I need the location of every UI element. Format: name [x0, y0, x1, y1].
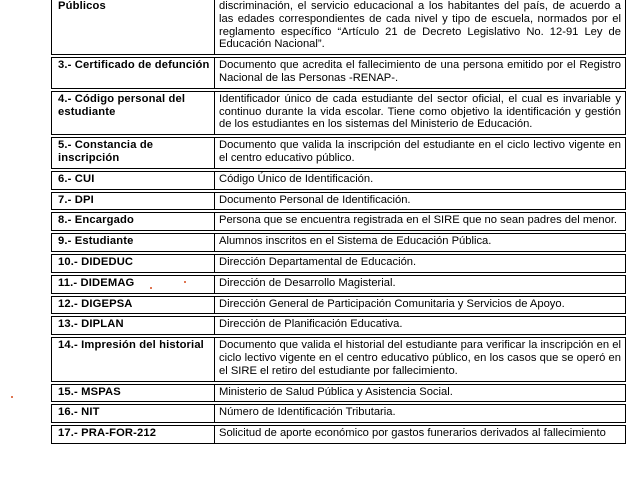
definition-cell: Dirección de Desarrollo Magisterial.: [215, 275, 626, 293]
term-cell: 13.- DIPLAN: [52, 317, 215, 335]
term-cell: 4.- Código personal del estudiante: [52, 91, 215, 134]
stray-dot-mark: [184, 281, 186, 283]
definition-cell: Identificador único de cada estudiante del sector oficial, el cual es invariable y continuo durante la vida escolar. Tiene como objetivo la identificación y gestión de los estudiantes en los sistemas del Ministerio de Educación.: [215, 91, 626, 134]
table-row: [52, 234, 626, 252]
term-cell: 10.- DIDEDUC: [52, 254, 215, 272]
table-row: [52, 296, 626, 314]
table-row: [52, 317, 626, 335]
definition-cell: Documento Personal de Identificación.: [215, 192, 626, 210]
table-row: [52, 405, 626, 423]
term-cell: 16.- NIT: [52, 405, 215, 423]
term-cell: 3.- Certificado de defunción: [52, 58, 215, 89]
table-row: [52, 138, 626, 169]
table-row: [52, 384, 626, 402]
definition-cell: Solicitud de aporte económico por gastos funerarios derivados al fallecimiento: [215, 426, 626, 444]
definition-cell: Dirección General de Participación Comunitaria y Servicios de Apoyo.: [215, 296, 626, 314]
definition-cell: Número de Identificación Tributaria.: [215, 405, 626, 423]
table-row: [52, 58, 626, 89]
term-cell: 6.- CUI: [52, 171, 215, 189]
table-row: [52, 254, 626, 272]
term-cell: 14.- Impresión del historial: [52, 338, 215, 381]
definition-cell: Código Único de Identificación.: [215, 171, 626, 189]
term-cell: 12.- DIGEPSA: [52, 296, 215, 314]
stray-dot-mark: [11, 396, 13, 398]
definition-cell: Persona que se encuentra registrada en el SIRE que no sean padres del menor.: [215, 213, 626, 231]
table-row: [52, 192, 626, 210]
term-cell: 11.- DIDEMAG: [52, 275, 215, 293]
term-cell: 15.- MSPAS: [52, 384, 215, 402]
table-row: [52, 213, 626, 231]
table-row: [52, 338, 626, 381]
definition-cell: Documento que valida el historial del estudiante para verificar la inscripción en el ciclo lectivo vigente en el centro educativo público, en los casos que se operó en el SIRE el retiro del estudiante por fallecimiento.: [215, 338, 626, 381]
definition-cell: discriminación, el servicio educacional a los habitantes del país, de acuerdo a las edades correspondientes de cada nivel y tipo de escuela, normados por el reglamento específico “Artículo 21 de Decreto Legislativo No. 12-91 Ley de Educación Nacional”.: [215, 0, 626, 55]
definitions-table: [51, 0, 626, 444]
definition-cell: Ministerio de Salud Pública y Asistencia Social.: [215, 384, 626, 402]
table-row: [52, 0, 626, 55]
term-cell: 7.- DPI: [52, 192, 215, 210]
definition-cell: Alumnos inscritos en el Sistema de Educación Pública.: [215, 234, 626, 252]
table-row: [52, 275, 626, 293]
term-cell: 9.- Estudiante: [52, 234, 215, 252]
term-cell: 5.- Constancia de inscripción: [52, 138, 215, 169]
term-cell: Públicos: [52, 0, 215, 55]
table-row: [52, 171, 626, 189]
definition-cell: Dirección de Planificación Educativa.: [215, 317, 626, 335]
stray-dot-mark: [150, 287, 152, 289]
definition-cell: Dirección Departamental de Educación.: [215, 254, 626, 272]
definition-cell: Documento que acredita el fallecimiento de una persona emitido por el Registro Nacional de las Personas -RENAP-.: [215, 58, 626, 89]
term-cell: 17.- PRA-FOR-212: [52, 426, 215, 444]
table-row: [52, 91, 626, 134]
table-row: [52, 426, 626, 444]
term-cell: 8.- Encargado: [52, 213, 215, 231]
definition-cell: Documento que valida la inscripción del estudiante en el ciclo lectivo vigente en el centro educativo público.: [215, 138, 626, 169]
